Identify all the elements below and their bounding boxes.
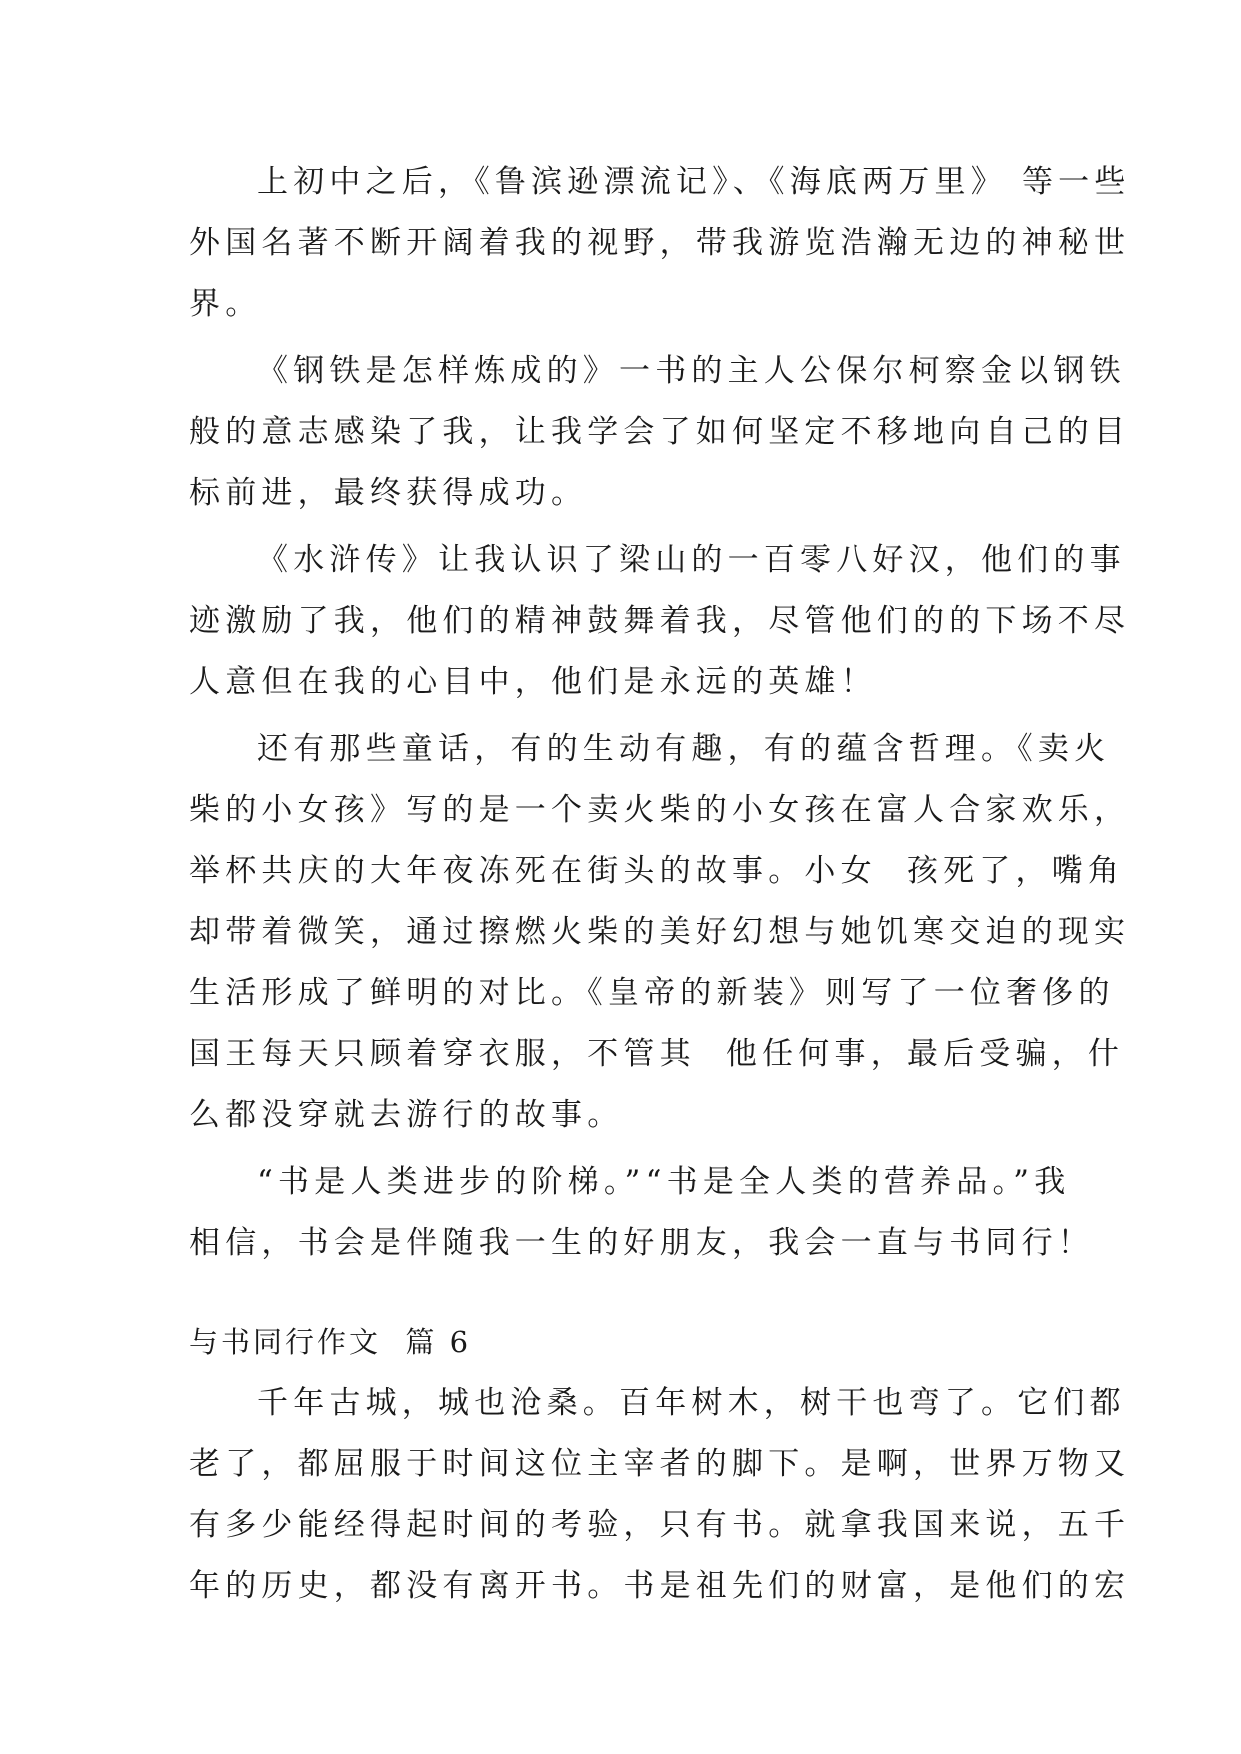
paragraph-5: [189, 1152, 1094, 1274]
paragraph-1: [189, 152, 1131, 335]
paragraph-line: 有多少能经得起时间的考验，只有书。就拿我国来说，五千: [189, 1507, 1131, 1543]
paragraph-line: 迹激励了我，他们的精神鼓舞着我，尽管他们的的下场不尽: [189, 603, 1131, 639]
paragraph-line: “书是人类进步的阶梯。”“书是全人类的营养品。”我: [257, 1164, 1071, 1200]
paragraph-line: 么都没穿就去游行的故事。: [189, 1097, 624, 1133]
paragraph-line: 标前进，最终获得成功。: [189, 475, 588, 511]
paragraph-line: 相信，书会是伴随我一生的好朋友，我会一直与书同行！: [189, 1225, 1094, 1261]
paragraph-line: 老了，都屈服于时间这位主宰者的脚下。是啊，世界万物又: [189, 1446, 1131, 1482]
paragraph-line: 国王每天只顾着穿衣服，不管其 他任何事，最后受骗，什: [189, 1036, 1125, 1072]
paragraph-line: 界。: [189, 286, 262, 322]
paragraph-line: 般的意志感染了我，让我学会了如何坚定不移地向自己的目: [189, 414, 1131, 450]
document-page: [189, 152, 1131, 1617]
paragraph-line: 却带着微笑，通过擦燃火柴的美好幻想与她饥寒交迫的现实: [189, 914, 1131, 950]
section-heading: 与书同行作文 篇 6: [189, 1325, 472, 1359]
paragraph-line: 年的历史，都没有离开书。书是祖先们的财富，是他们的宏: [189, 1568, 1131, 1604]
paragraph-line: 人意但在我的心目中，他们是永远的英雄！: [189, 664, 877, 700]
paragraph-2: [189, 341, 1131, 524]
paragraph-6: [189, 1373, 1131, 1617]
paragraph-line: 外国名著不断开阔着我的视野，带我游览浩瀚无边的神秘世: [189, 225, 1131, 261]
paragraph-line: 生活形成了鲜明的对比。《皇帝的新装》则写了一位奢侈的: [189, 975, 1115, 1011]
paragraph-line: 千年古城，城也沧桑。百年树木，树干也弯了。它们都: [257, 1385, 1126, 1421]
paragraph-4: [189, 719, 1131, 1146]
paragraph-line: 《钢铁是怎样炼成的》一书的主人公保尔柯察金以钢铁: [257, 353, 1126, 389]
paragraph-line: 《水浒传》让我认识了梁山的一百零八好汉，他们的事: [257, 542, 1126, 578]
paragraph-3: [189, 530, 1131, 713]
paragraph-line: 还有那些童话，有的生动有趣，有的蕴含哲理。《卖火: [257, 731, 1111, 767]
paragraph-line: 上初中之后，《鲁滨逊漂流记》、《海底两万里》 等一些: [257, 164, 1131, 200]
paragraph-line: 柴的小女孩》写的是一个卖火柴的小女孩在富人合家欢乐，: [189, 792, 1131, 828]
paragraph-line: 举杯共庆的大年夜冻死在街头的故事。小女 孩死了，嘴角: [189, 853, 1125, 889]
